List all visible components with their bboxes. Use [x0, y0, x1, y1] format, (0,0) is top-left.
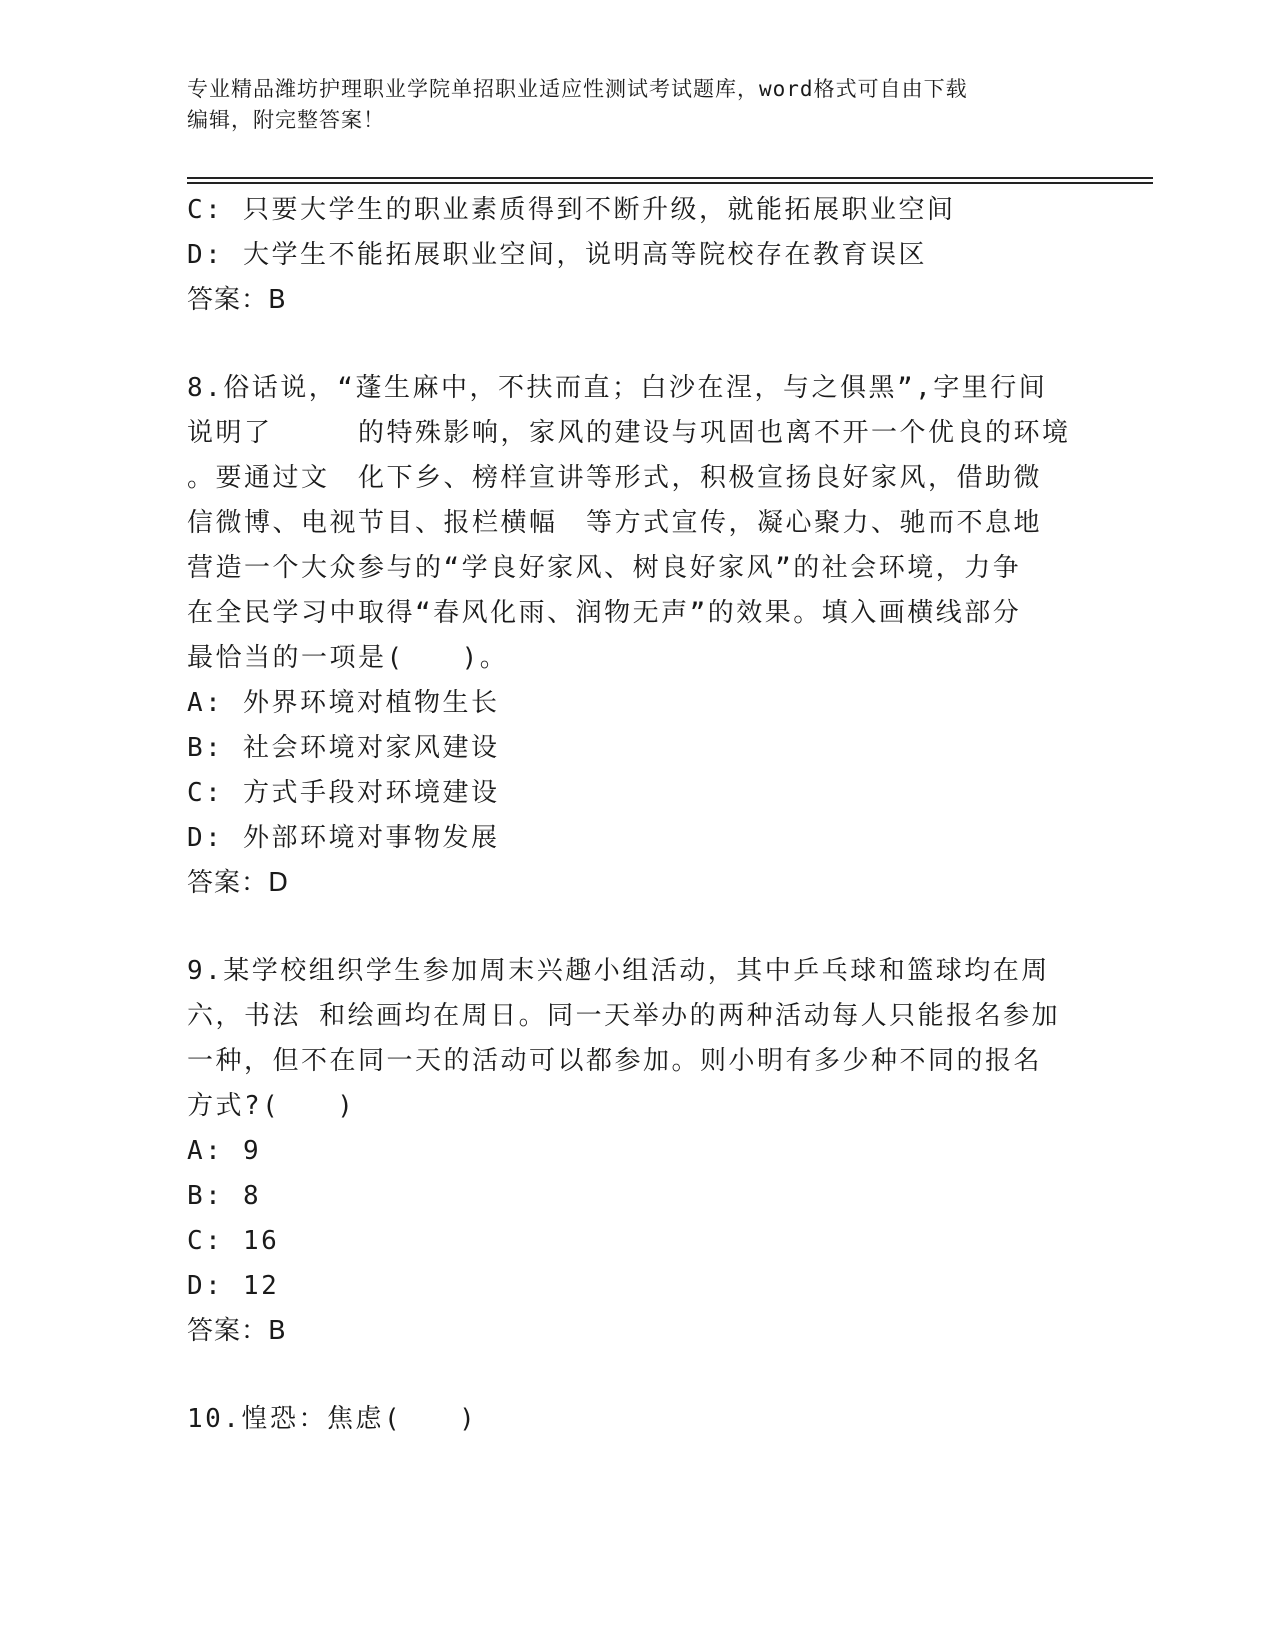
question-text-line: 在全民学习中取得“春风化雨、润物无声”的效果。填入画横线部分	[187, 598, 1022, 628]
option-text: 方式手段对环境建设	[243, 778, 500, 808]
option-row	[187, 726, 1087, 771]
header-divider-top	[187, 177, 1153, 179]
header-line-2: 编辑，附完整答案！	[187, 108, 385, 132]
option-text: 16	[243, 1226, 280, 1256]
option-label: C:	[187, 778, 224, 808]
header-divider-bottom	[187, 182, 1153, 184]
question-9	[187, 949, 1087, 1354]
header-line-1: 专业精品潍坊护理职业学院单招职业适应性测试考试题库，word格式可自由下载	[187, 77, 968, 101]
question-text-line: 最恰当的一项是( )。	[187, 643, 509, 673]
question-text-line: 10.惶恐：焦虑( )	[187, 1404, 478, 1434]
option-row	[187, 681, 1087, 726]
question-text-line: 。要通过文 化下乡、榜样宣讲等形式，积极宣扬良好家风，借助微	[187, 463, 1043, 493]
question-text-line: 营造一个大众参与的“学良好家风、树良好家风”的社会环境，力争	[187, 553, 1022, 583]
question-8	[187, 366, 1087, 906]
page-header	[187, 74, 1067, 136]
document-body	[187, 188, 1087, 1442]
question-text-line: 六，书法 和绘画均在周日。同一天举办的两种活动每人只能报名参加	[187, 1001, 1061, 1031]
option-row	[187, 1129, 1087, 1174]
option-row	[187, 1264, 1087, 1309]
question-text-line: 方式?( )	[187, 1091, 356, 1121]
option-label: C:	[187, 195, 224, 225]
answer-line: 答案：B	[187, 1316, 287, 1346]
question-text-line: 一种，但不在同一天的活动可以都参加。则小明有多少种不同的报名	[187, 1046, 1043, 1076]
option-row	[187, 771, 1087, 816]
option-label: D:	[187, 1271, 224, 1301]
answer-line: 答案：B	[187, 285, 287, 315]
option-label: C:	[187, 1226, 224, 1256]
question-text-line: 9.某学校组织学生参加周末兴趣小组活动，其中乒乓球和篮球均在周	[187, 956, 1050, 986]
option-text: 8	[243, 1181, 262, 1211]
option-row	[187, 1174, 1087, 1219]
option-text: 社会环境对家风建设	[243, 733, 500, 763]
option-row	[187, 188, 1087, 233]
option-label: D:	[187, 240, 224, 270]
option-row	[187, 816, 1087, 861]
option-text: 9	[243, 1136, 262, 1166]
option-text: 外界环境对植物生长	[243, 688, 500, 718]
option-text: 12	[243, 1271, 280, 1301]
option-label: D:	[187, 823, 224, 853]
answer-line: 答案：D	[187, 868, 290, 898]
option-label: A:	[187, 688, 224, 718]
option-row	[187, 1219, 1087, 1264]
option-text: 外部环境对事物发展	[243, 823, 500, 853]
option-text: 只要大学生的职业素质得到不断升级，就能拓展职业空间	[243, 195, 956, 225]
option-row	[187, 233, 1087, 278]
option-text: 大学生不能拓展职业空间，说明高等院校存在教育误区	[243, 240, 928, 270]
question-text-line: 说明了 的特殊影响，家风的建设与巩固也离不开一个优良的环境	[187, 418, 1071, 448]
option-label: B:	[187, 733, 224, 763]
option-label: A:	[187, 1136, 224, 1166]
question-text-line: 信微博、电视节目、报栏横幅 等方式宣传，凝心聚力、驰而不息地	[187, 508, 1043, 538]
option-label: B:	[187, 1181, 224, 1211]
question-text-line: 8.俗话说，“蓬生麻中，不扶而直；白沙在涅，与之俱黑”,字里行间	[187, 373, 1048, 403]
question-10	[187, 1397, 1087, 1442]
question-7-tail	[187, 188, 1087, 323]
